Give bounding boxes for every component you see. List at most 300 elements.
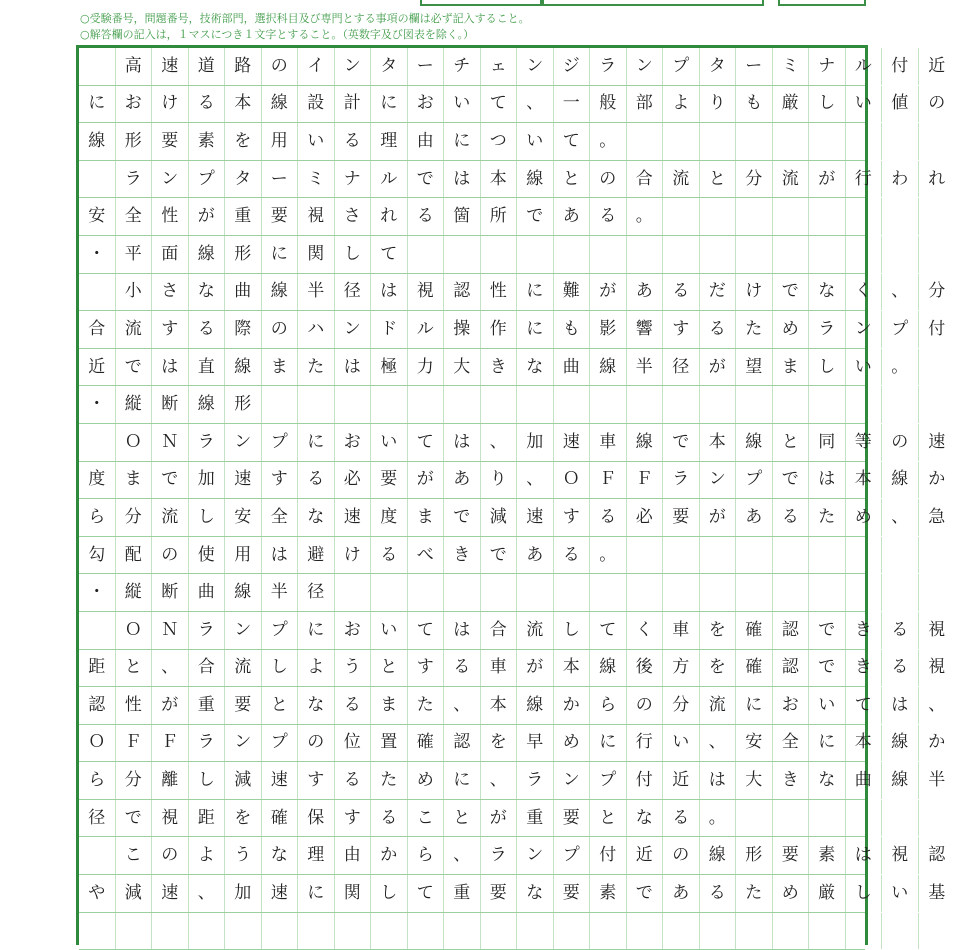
grid-cell: は (809, 462, 846, 499)
grid-cell: ら (590, 687, 627, 724)
grid-cell: タ (225, 161, 262, 198)
grid-cell: で (408, 161, 445, 198)
grid-cell: の (627, 687, 664, 724)
grid-cell: 径 (335, 274, 372, 311)
grid-cell: か (371, 837, 408, 874)
grid-cell (627, 236, 664, 273)
grid-cell: よ (189, 837, 226, 874)
grid-cell: 。 (590, 123, 627, 160)
grid-cell (700, 123, 737, 160)
grid-cell (590, 574, 627, 611)
grid-cell: ン (554, 762, 591, 799)
grid-cell: あ (736, 499, 773, 536)
field-box (778, 0, 866, 6)
answer-row (79, 574, 865, 612)
grid-cell: 要 (481, 875, 518, 912)
grid-cell: 全 (773, 725, 810, 762)
grid-cell: 加 (225, 875, 262, 912)
grid-cell: し (335, 236, 372, 273)
grid-cell: ン (225, 612, 262, 649)
grid-cell: ま (773, 349, 810, 386)
grid-cell: 形 (225, 386, 262, 423)
grid-cell: 全 (262, 499, 299, 536)
grid-cell: 位 (335, 725, 372, 762)
grid-cell: 近 (627, 837, 664, 874)
grid-cell (919, 198, 955, 235)
grid-cell: 合 (79, 311, 116, 348)
grid-cell: の (663, 837, 700, 874)
grid-cell: イ (298, 48, 335, 85)
grid-cell: が (700, 349, 737, 386)
grid-cell: あ (627, 274, 664, 311)
grid-cell: 、 (919, 687, 955, 724)
grid-cell: 、 (517, 86, 554, 123)
grid-cell (846, 537, 883, 574)
grid-cell: か (919, 725, 955, 762)
grid-cell: タ (700, 48, 737, 85)
grid-cell: 形 (736, 837, 773, 874)
grid-cell: ま (408, 499, 445, 536)
grid-cell: 線 (262, 274, 299, 311)
grid-cell: 近 (919, 48, 955, 85)
grid-cell: 難 (554, 274, 591, 311)
grid-cell: 保 (298, 800, 335, 837)
grid-cell: た (736, 311, 773, 348)
grid-cell (262, 913, 299, 950)
question-number-box (542, 0, 764, 6)
grid-cell (371, 913, 408, 950)
grid-cell: ル (371, 161, 408, 198)
grid-cell: ラ (189, 725, 226, 762)
grid-cell: さ (152, 274, 189, 311)
grid-cell: き (846, 612, 883, 649)
grid-cell: 確 (408, 725, 445, 762)
grid-cell: Ｆ (152, 725, 189, 762)
grid-cell: よ (298, 650, 335, 687)
grid-cell: 断 (152, 574, 189, 611)
grid-cell: 分 (736, 161, 773, 198)
grid-cell: 。 (627, 198, 664, 235)
grid-cell: 加 (189, 462, 226, 499)
grid-cell: 関 (298, 236, 335, 273)
grid-cell: 極 (371, 349, 408, 386)
grid-cell: 操 (444, 311, 481, 348)
grid-cell: は (444, 424, 481, 461)
grid-cell: う (225, 837, 262, 874)
grid-cell: あ (554, 198, 591, 235)
grid-cell: な (809, 274, 846, 311)
grid-cell: 、 (517, 462, 554, 499)
answer-row (79, 913, 865, 950)
grid-cell: 線 (262, 86, 299, 123)
grid-cell: ン (627, 48, 664, 85)
grid-cell: 線 (882, 462, 919, 499)
grid-cell: 付 (627, 762, 664, 799)
grid-cell: で (809, 612, 846, 649)
grid-cell: ナ (809, 48, 846, 85)
grid-cell: Ｎ (152, 424, 189, 461)
grid-cell (736, 123, 773, 160)
grid-cell: お (408, 86, 445, 123)
grid-cell: な (517, 349, 554, 386)
grid-cell: 線 (189, 386, 226, 423)
grid-cell (809, 800, 846, 837)
grid-cell: を (225, 800, 262, 837)
answer-row (79, 875, 865, 913)
grid-cell: と (700, 161, 737, 198)
grid-cell: 離 (152, 762, 189, 799)
grid-cell: た (371, 762, 408, 799)
grid-cell: 合 (627, 161, 664, 198)
grid-cell (700, 386, 737, 423)
answer-row (79, 86, 865, 124)
grid-cell: 本 (846, 725, 883, 762)
grid-cell: 認 (444, 274, 481, 311)
grid-cell: は (371, 274, 408, 311)
grid-cell: 半 (919, 762, 955, 799)
grid-cell (152, 913, 189, 950)
grid-cell: 道 (189, 48, 226, 85)
grid-cell: 確 (262, 800, 299, 837)
grid-cell (408, 236, 445, 273)
grid-cell: ン (846, 311, 883, 348)
grid-cell: 線 (517, 687, 554, 724)
grid-cell (700, 198, 737, 235)
grid-cell: る (590, 499, 627, 536)
grid-cell: て (554, 123, 591, 160)
grid-cell (554, 574, 591, 611)
grid-cell: で (444, 499, 481, 536)
answer-row (79, 236, 865, 274)
grid-cell: 流 (225, 650, 262, 687)
grid-cell: 置 (371, 725, 408, 762)
grid-cell: 減 (116, 875, 153, 912)
grid-cell: と (444, 800, 481, 837)
grid-cell (809, 123, 846, 160)
grid-cell: た (736, 875, 773, 912)
grid-cell: 線 (882, 725, 919, 762)
grid-cell: 線 (225, 349, 262, 386)
grid-cell: Ｏ (554, 462, 591, 499)
grid-cell: と (262, 687, 299, 724)
grid-cell (627, 913, 664, 950)
grid-cell: に (809, 725, 846, 762)
grid-cell: る (700, 875, 737, 912)
instruction-line-2: ○解答欄の記入は，１マスにつき１文字とすること。（英数字及び図表を除く。） (80, 28, 474, 41)
grid-cell (627, 386, 664, 423)
grid-cell (919, 349, 955, 386)
grid-cell: 。 (882, 349, 919, 386)
grid-cell: し (809, 86, 846, 123)
grid-cell: 速 (517, 499, 554, 536)
grid-cell: は (846, 837, 883, 874)
grid-cell: め (773, 875, 810, 912)
grid-cell: ン (335, 48, 372, 85)
grid-cell: 性 (481, 274, 518, 311)
grid-cell: ら (408, 837, 445, 874)
grid-cell: れ (919, 161, 955, 198)
grid-cell: 同 (809, 424, 846, 461)
grid-cell: 縦 (116, 386, 153, 423)
grid-cell: た (298, 349, 335, 386)
grid-cell: 、 (444, 687, 481, 724)
grid-cell (481, 236, 518, 273)
answer-row (79, 800, 865, 838)
grid-cell (408, 913, 445, 950)
grid-cell (919, 537, 955, 574)
grid-cell: 形 (225, 236, 262, 273)
grid-cell: 線 (627, 424, 664, 461)
grid-cell: べ (408, 537, 445, 574)
grid-cell: 必 (335, 462, 372, 499)
grid-cell: に (298, 612, 335, 649)
grid-cell: 線 (79, 123, 116, 160)
grid-cell: 使 (189, 537, 226, 574)
exam-number-box (420, 0, 542, 6)
grid-cell: 厳 (773, 86, 810, 123)
grid-cell: は (444, 612, 481, 649)
grid-cell: Ｏ (116, 612, 153, 649)
grid-cell (846, 800, 883, 837)
grid-cell: 要 (773, 837, 810, 874)
grid-cell (700, 236, 737, 273)
grid-cell (590, 913, 627, 950)
grid-cell: で (517, 198, 554, 235)
grid-cell: 安 (736, 725, 773, 762)
answer-row (79, 349, 865, 387)
grid-cell: つ (481, 123, 518, 160)
grid-cell (882, 123, 919, 160)
grid-cell: な (262, 837, 299, 874)
grid-cell (919, 800, 955, 837)
grid-cell: あ (444, 462, 481, 499)
grid-cell: し (189, 762, 226, 799)
grid-cell: 流 (152, 499, 189, 536)
grid-cell: 認 (79, 687, 116, 724)
grid-cell: 大 (736, 762, 773, 799)
grid-cell: 線 (590, 650, 627, 687)
grid-cell: 近 (663, 762, 700, 799)
grid-cell: て (590, 612, 627, 649)
grid-cell (189, 913, 226, 950)
grid-cell: け (736, 274, 773, 311)
grid-cell: と (371, 650, 408, 687)
grid-cell (262, 386, 299, 423)
grid-cell (919, 123, 955, 160)
grid-cell (517, 574, 554, 611)
grid-cell: ン (225, 725, 262, 762)
grid-cell: ェ (481, 48, 518, 85)
grid-cell (444, 574, 481, 611)
grid-cell: 影 (590, 311, 627, 348)
grid-cell: 要 (554, 800, 591, 837)
grid-cell (663, 198, 700, 235)
grid-cell: プ (663, 48, 700, 85)
grid-cell: ー (408, 48, 445, 85)
instruction-line-1: ○受験番号，問題番号，技術部門，選択科目及び専門とする事項の欄は必ず記入すること。 (80, 12, 530, 25)
grid-cell: 加 (517, 424, 554, 461)
grid-cell: を (481, 725, 518, 762)
grid-cell (444, 386, 481, 423)
grid-cell (882, 913, 919, 950)
grid-cell: す (554, 499, 591, 536)
grid-cell: い (846, 349, 883, 386)
grid-cell: 視 (152, 800, 189, 837)
grid-cell (663, 123, 700, 160)
grid-cell (846, 386, 883, 423)
grid-cell: と (116, 650, 153, 687)
grid-cell: ラ (116, 161, 153, 198)
grid-cell: に (590, 725, 627, 762)
grid-cell (773, 123, 810, 160)
grid-cell (627, 537, 664, 574)
grid-cell: る (335, 687, 372, 724)
grid-cell: の (882, 424, 919, 461)
grid-cell: も (736, 86, 773, 123)
grid-cell (554, 236, 591, 273)
grid-cell: い (371, 612, 408, 649)
grid-cell: て (408, 875, 445, 912)
grid-cell: ラ (809, 311, 846, 348)
grid-cell: で (773, 462, 810, 499)
answer-grid (79, 48, 865, 950)
grid-cell: き (773, 762, 810, 799)
grid-cell: 配 (116, 537, 153, 574)
grid-cell: 視 (919, 612, 955, 649)
grid-cell (736, 913, 773, 950)
grid-cell: 曲 (846, 762, 883, 799)
grid-cell (663, 386, 700, 423)
grid-cell (700, 574, 737, 611)
grid-cell: 認 (919, 837, 955, 874)
answer-row (79, 386, 865, 424)
grid-cell: 車 (481, 650, 518, 687)
grid-cell: は (262, 537, 299, 574)
grid-cell: 認 (773, 612, 810, 649)
grid-cell: の (590, 161, 627, 198)
grid-cell: 速 (225, 462, 262, 499)
grid-cell (700, 537, 737, 574)
grid-cell: し (809, 349, 846, 386)
grid-cell: ・ (79, 574, 116, 611)
grid-cell: ー (736, 48, 773, 85)
grid-cell (298, 386, 335, 423)
grid-cell: ル (408, 311, 445, 348)
grid-cell: ン (225, 424, 262, 461)
grid-cell: 重 (444, 875, 481, 912)
grid-cell: 径 (79, 800, 116, 837)
grid-cell (919, 386, 955, 423)
grid-cell: 流 (700, 687, 737, 724)
grid-cell: 由 (335, 837, 372, 874)
grid-cell: る (590, 198, 627, 235)
answer-row (79, 311, 865, 349)
grid-cell: 望 (736, 349, 773, 386)
answer-row (79, 687, 865, 725)
grid-cell: な (298, 687, 335, 724)
grid-cell: 響 (627, 311, 664, 348)
grid-cell (627, 574, 664, 611)
grid-cell (846, 198, 883, 235)
grid-cell (882, 386, 919, 423)
grid-cell: 分 (116, 762, 153, 799)
grid-cell (809, 386, 846, 423)
grid-cell: 小 (116, 274, 153, 311)
grid-cell: 、 (481, 424, 518, 461)
grid-cell: す (262, 462, 299, 499)
grid-cell: の (298, 725, 335, 762)
grid-cell (773, 236, 810, 273)
grid-cell: こ (408, 800, 445, 837)
grid-cell (79, 837, 116, 874)
grid-cell: 方 (663, 650, 700, 687)
grid-cell: し (189, 499, 226, 536)
grid-cell: 避 (298, 537, 335, 574)
grid-cell: に (298, 875, 335, 912)
answer-row (79, 537, 865, 575)
grid-cell: 路 (225, 48, 262, 85)
grid-cell: 形 (116, 123, 153, 160)
answer-row (79, 161, 865, 199)
grid-cell (335, 574, 372, 611)
grid-cell: あ (517, 537, 554, 574)
grid-cell: と (773, 424, 810, 461)
grid-cell: で (809, 650, 846, 687)
grid-cell (335, 386, 372, 423)
grid-cell: 本 (481, 687, 518, 724)
grid-cell: 素 (809, 837, 846, 874)
grid-cell: る (554, 537, 591, 574)
grid-cell: る (189, 311, 226, 348)
grid-cell: 厳 (809, 875, 846, 912)
grid-cell: 度 (371, 499, 408, 536)
grid-cell: 行 (627, 725, 664, 762)
grid-cell: プ (882, 311, 919, 348)
grid-cell: ラ (517, 762, 554, 799)
grid-cell (846, 236, 883, 273)
grid-cell: る (371, 537, 408, 574)
grid-cell: 視 (919, 650, 955, 687)
grid-cell: る (773, 499, 810, 536)
grid-cell: ラ (189, 424, 226, 461)
grid-cell: 曲 (554, 349, 591, 386)
grid-cell (736, 236, 773, 273)
grid-cell: 合 (481, 612, 518, 649)
grid-cell: 付 (919, 311, 955, 348)
grid-cell: り (700, 86, 737, 123)
grid-cell: め (554, 725, 591, 762)
grid-cell (736, 537, 773, 574)
grid-cell: 速 (152, 48, 189, 85)
grid-cell: な (298, 499, 335, 536)
grid-cell: 合 (189, 650, 226, 687)
grid-cell (79, 612, 116, 649)
grid-cell: 素 (189, 123, 226, 160)
grid-cell: は (444, 161, 481, 198)
grid-cell: 素 (590, 875, 627, 912)
grid-cell: い (846, 86, 883, 123)
grid-cell: ら (79, 762, 116, 799)
grid-cell (225, 913, 262, 950)
grid-cell: ・ (79, 236, 116, 273)
grid-cell: 。 (700, 800, 737, 837)
grid-cell: 流 (116, 311, 153, 348)
grid-cell: き (444, 537, 481, 574)
grid-cell: 際 (225, 311, 262, 348)
grid-cell: ン (517, 48, 554, 85)
grid-cell: 速 (919, 424, 955, 461)
grid-cell: 要 (554, 875, 591, 912)
